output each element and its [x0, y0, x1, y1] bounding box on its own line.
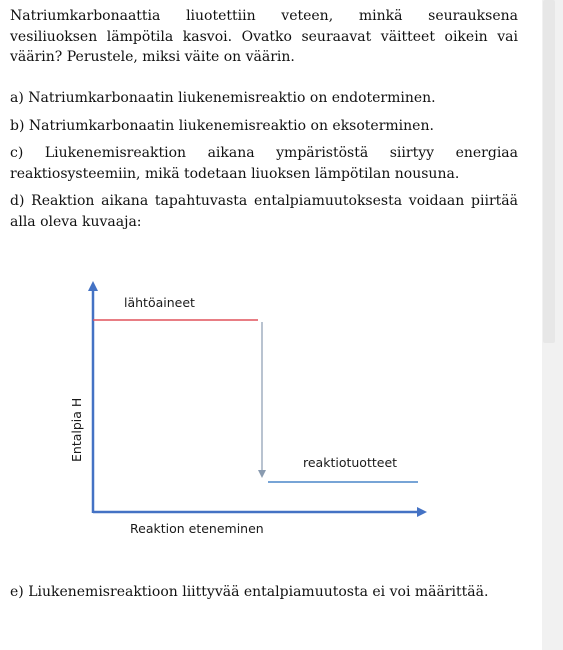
- statement-b: b) Natriumkarbonaatin liukenemisreaktio on eksoterminen.: [10, 118, 434, 134]
- x-axis-label: Reaktion eteneminen: [130, 521, 264, 536]
- products-label: reaktiotuotteet: [303, 455, 398, 470]
- y-axis-label: Entalpia H: [69, 397, 84, 462]
- statement-d: d) Reaktion aikana tapahtuvasta entalpiamuutoksesta voidaan piirtää alla oleva kuvaaja:: [10, 193, 518, 230]
- intro-paragraph: Natriumkarbonaattia liuotettiin veteen, minkä seurauksena vesiliuoksen lämpötila kasvoi. Ovatko seuraavat väitteet oikein vai väärin? Perustele, miksi väite on väärin.: [10, 8, 518, 65]
- statement-c: c) Liukenemisreaktion aikana ympäristöstä siirtyy energiaa reaktiosysteemiin, mikä todetaan liuoksen lämpötilan nousuna.: [10, 145, 518, 182]
- enthalpy-diagram: [0, 262, 540, 562]
- statement-e: e) Liukenemisreaktioon liittyvää entalpiamuutosta ei voi määrittää.: [10, 584, 489, 600]
- reactants-label: lähtöaineet: [124, 295, 195, 310]
- scrollbar-thumb[interactable]: [543, 0, 555, 343]
- statement-a: a) Natriumkarbonaatin liukenemisreaktio on endoterminen.: [10, 90, 436, 106]
